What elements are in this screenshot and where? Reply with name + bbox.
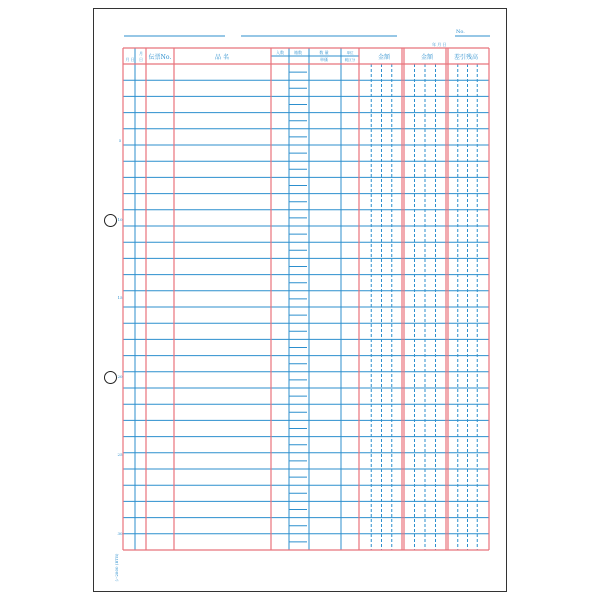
col-item-name: 品 名 (215, 54, 229, 61)
col-amount-1: 金額 (377, 54, 391, 61)
col-amount-2: 金額 (420, 54, 434, 61)
col-balance: 差引残高 (453, 54, 479, 61)
date-label: 年 月 日 (432, 42, 447, 47)
col-quantity: 数 量 (319, 50, 329, 55)
row-marker-5: 5 (118, 138, 122, 143)
no-label: No. (456, 29, 465, 35)
col-voucher-no: 伝票No. (148, 54, 172, 61)
col-month-day: 月 日 (125, 57, 135, 62)
col-count: 箱数 (294, 50, 302, 55)
row-marker-30: 30 (117, 531, 123, 536)
col-unit-price: 単価 (320, 57, 328, 62)
col-in-out: 入数 (276, 50, 284, 55)
ledger-grid (123, 48, 489, 550)
row-marker-15: 15 (117, 295, 123, 300)
footer-code: シ-2800 (BTB) (114, 553, 119, 582)
row-marker-10: 10 (117, 217, 123, 222)
row-marker-20: 20 (117, 374, 123, 379)
row-marker-25: 25 (117, 452, 123, 457)
col-month: 月 (139, 51, 143, 56)
col-unit-b: 税区分 (344, 58, 356, 62)
col-unit-a: 単位 (346, 51, 354, 55)
col-day: 日 (139, 57, 143, 62)
